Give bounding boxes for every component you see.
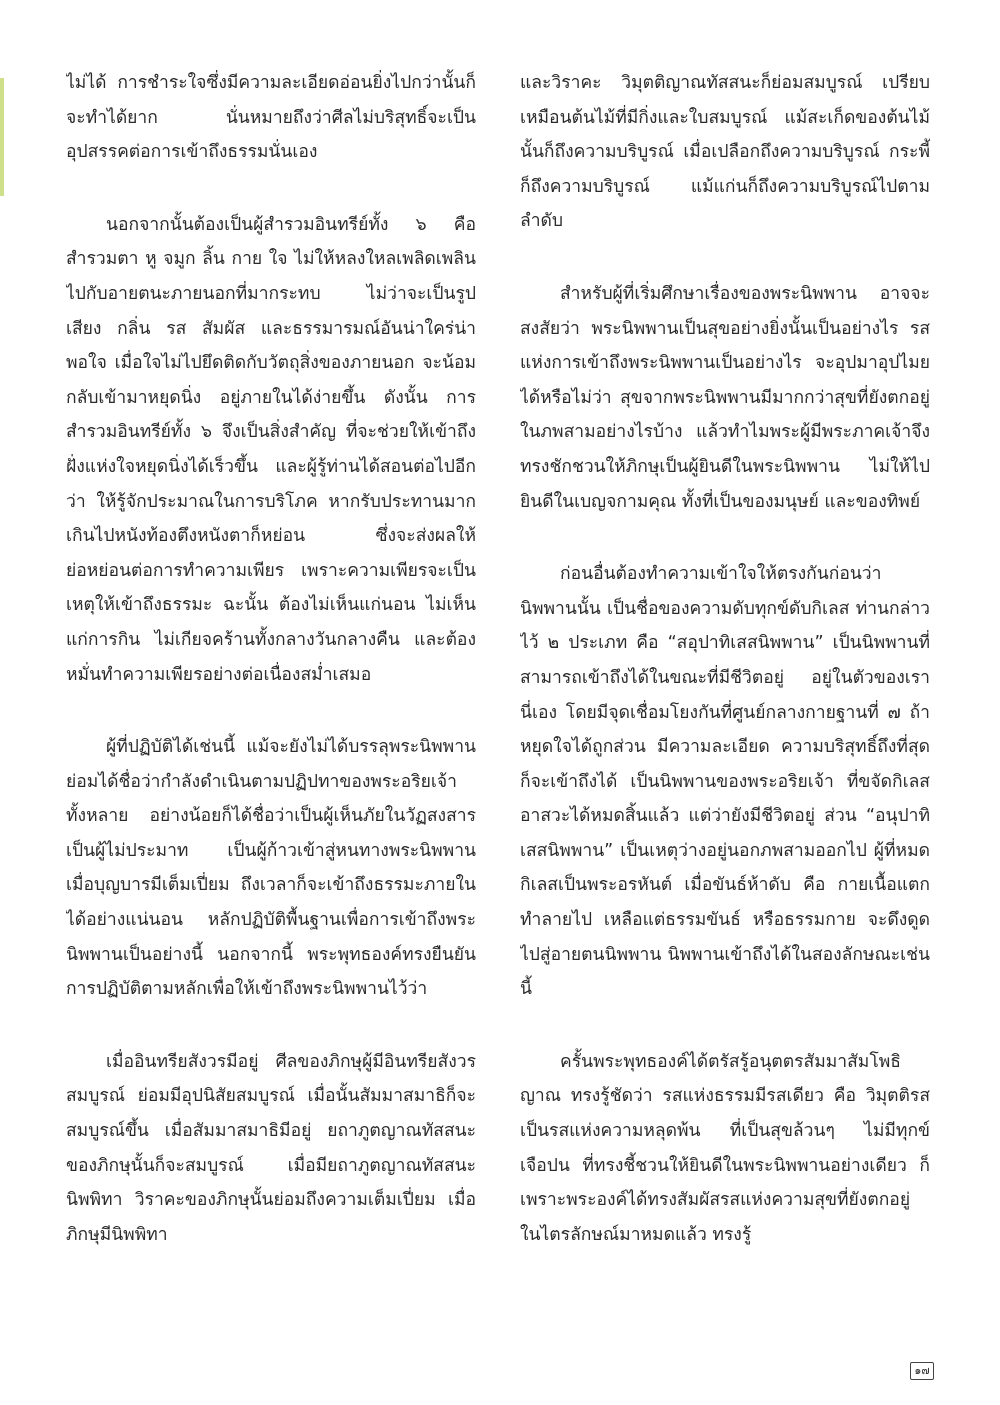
right-paragraph-1: และวิราคะ วิมุตติญาณทัสสนะก็ย่อมสมบูรณ์ เปรียบเหมือนต้นไม้ที่มีกิ่งและใบสมบูรณ์ แม้สะเก็ดของต้นไม้นั้นก็ถึงความบริบูรณ์ เมื่อเปลือกถึงความบริบูรณ์ กระพี้ก็ถึงความบริบูรณ์ แม้แก่นก็ถึงความบริบูรณ์ไปตามลำดับ <box>520 73 930 232</box>
left-paragraph-1: ไม่ได้ การชำระใจซึ่งมีความละเอียดอ่อนยิ่งไปกว่านั้นก็จะทำได้ยาก นั่นหมายถึงว่าศีลไม่บริสุทธิ์จะเป็นอุปสรรคต่อการเข้าถึงธรรมนั่นเอง <box>66 73 476 163</box>
left-column <box>66 66 476 1326</box>
left-paragraph-4: เมื่ออินทรียสังวรมีอยู่ ศีลของภิกษุผู้มีอินทรียสังวรสมบูรณ์ ย่อมมีอุปนิสัยสมบูรณ์ เมื่อนั้นสัมมาสมาธิก็จะสมบูรณ์ขึ้น เมื่อสัมมาสมาธิมีอยู่ ยถาภูตญาณทัสสนะของภิกษุนั้นก็จะสมบูรณ์ เมื่อมียถาภูตญาณทัสสนะ นิพพิทา วิราคะของภิกษุนั้นย่อมถึงความเต็มเปี่ยม เมื่อภิกษุมีนิพพิทา <box>66 1051 476 1245</box>
right-paragraph-2: สำหรับผู้ที่เริ่มศึกษาเรื่องของพระนิพพาน อาจจะสงสัยว่า พระนิพพานเป็นสุขอย่างยิ่งนั้นเป็นอย่างไร รสแห่งการเข้าถึงพระนิพพานเป็นอย่างไร จะอุปมาอุปไมยได้หรือไม่ว่า สุขจากพระนิพพานมีมากกว่าสุขที่ยังตกอยู่ในภพสามอย่างไรบ้าง แล้วทำไมพระผู้มีพระภาคเจ้าจึงทรงชักชวนให้ภิกษุเป็นผู้ยินดีในพระนิพพาน ไม่ให้ไปยินดีในเบญจกามคุณ ทั้งที่เป็นของมนุษย์ และของทิพย์ <box>520 283 930 512</box>
left-paragraph-3: ผู้ที่ปฏิบัติได้เช่นนี้ แม้จะยังไม่ได้บรรลุพระนิพพาน ย่อมได้ชื่อว่ากำลังดำเนินตามปฏิปทาของพระอริยเจ้าทั้งหลาย อย่างน้อยก็ได้ชื่อว่าเป็นผู้เห็นภัยในวัฏสงสาร เป็นผู้ไม่ประมาท เป็นผู้ก้าวเข้าสู่หนทางพระนิพพาน เมื่อบุญบารมีเต็มเปี่ยม ถึงเวลาก็จะเข้าถึงธรรมะภายในได้อย่างแน่นอน หลักปฏิบัติพื้นฐานเพื่อการเข้าถึงพระนิพพานเป็นอย่างนี้ นอกจากนี้ พระพุทธองค์ทรงยืนยันการปฏิบัติตามหลักเพื่อให้เข้าถึงพระนิพพานไว้ว่า <box>66 737 476 1000</box>
page-number: ๑๗ <box>910 1362 934 1380</box>
page-edge-marker <box>0 78 4 196</box>
right-paragraph-4: ครั้นพระพุทธองค์ได้ตรัสรู้อนุตตรสัมมาสัมโพธิญาณ ทรงรู้ชัดว่า รสแห่งธรรมมีรสเดียว คือ วิมุตติรส เป็นรสแห่งความหลุดพ้น ที่เป็นสุขล้วนๆ ไม่มีทุกข์เจือปน ที่ทรงชี้ชวนให้ยินดีในพระนิพพานอย่างเดียว ก็เพราะพระองค์ได้ทรงสัมผัสรสแห่งความสุขที่ยังตกอยู่ในไตรลักษณ์มาหมดแล้ว ทรงรู้ <box>520 1051 930 1245</box>
right-paragraph-3: ก่อนอื่นต้องทำความเข้าใจให้ตรงกันก่อนว่า นิพพานนั้น เป็นชื่อของความดับทุกข์ดับกิเลส ท่านกล่าวไว้ ๒ ประเภท คือ “สอุปาทิเสสนิพพาน” เป็นนิพพานที่สามารถเข้าถึงได้ในขณะที่มีชีวิตอยู่ อยู่ในตัวของเรานี่เอง โดยมีจุดเชื่อมโยงกันที่ศูนย์กลางกายฐานที่ ๗ ถ้าหยุดใจได้ถูกส่วน มีความละเอียด ความบริสุทธิ์ถึงที่สุด ก็จะเข้าถึงได้ เป็นนิพพานของพระอริยเจ้า ที่ขจัดกิเลสอาสวะได้หมดสิ้นแล้ว แต่ว่ายังมีชีวิตอยู่ ส่วน “อนุปาทิเสสนิพพาน” เป็นเหตุว่างอยู่นอกภพสามออกไป ผู้ที่หมดกิเลสเป็นพระอรหันต์ เมื่อขันธ์ห้าดับ คือ กายเนื้อแตกทำลายไป เหลือแต่ธรรมขันธ์ หรือธรรมกาย จะดึงดูดไปสู่อายตนนิพพาน นิพพานเข้าถึงได้ในสองลักษณะเช่นนี้ <box>520 564 930 1000</box>
right-column <box>520 66 930 1326</box>
left-paragraph-2: นอกจากนั้นต้องเป็นผู้สำรวมอินทรีย์ทั้ง ๖ คือ สำรวมตา หู จมูก ลิ้น กาย ใจ ไม่ให้หลงใหลเพลิดเพลินไปกับอายตนะภายนอกที่มากระทบ ไม่ว่าจะเป็นรูป เสียง กลิ่น รส สัมผัส และธรรมารมณ์อันน่าใคร่น่าพอใจ เมื่อใจไม่ไปยึดติดกับวัตถุสิ่งของภายนอก จะน้อมกลับเข้ามาหยุดนิ่ง อยู่ภายในได้ง่ายขึ้น ดังนั้น การสำรวมอินทรีย์ทั้ง ๖ จึงเป็นสิ่งสำคัญ ที่จะช่วยให้เข้าถึงฝั่งแห่งใจหยุดนิ่งได้เร็วขึ้น และผู้รู้ท่านได้สอนต่อไปอีกว่า ให้รู้จักประมาณในการบริโภค หากรับประทานมากเกินไปหนังท้องตึงหนังตาก็หย่อน ซึ่งจะส่งผลให้ย่อหย่อนต่อการทำความเพียร เพราะความเพียรจะเป็นเหตุให้เข้าถึงธรรมะ ฉะนั้น ต้องไม่เห็นแก่นอน ไม่เห็นแก่การกิน ไม่เกียจคร้านทั้งกลางวันกลางคืน และต้องหมั่นทำความเพียรอย่างต่อเนื่องสม่ำเสมอ <box>66 214 476 685</box>
